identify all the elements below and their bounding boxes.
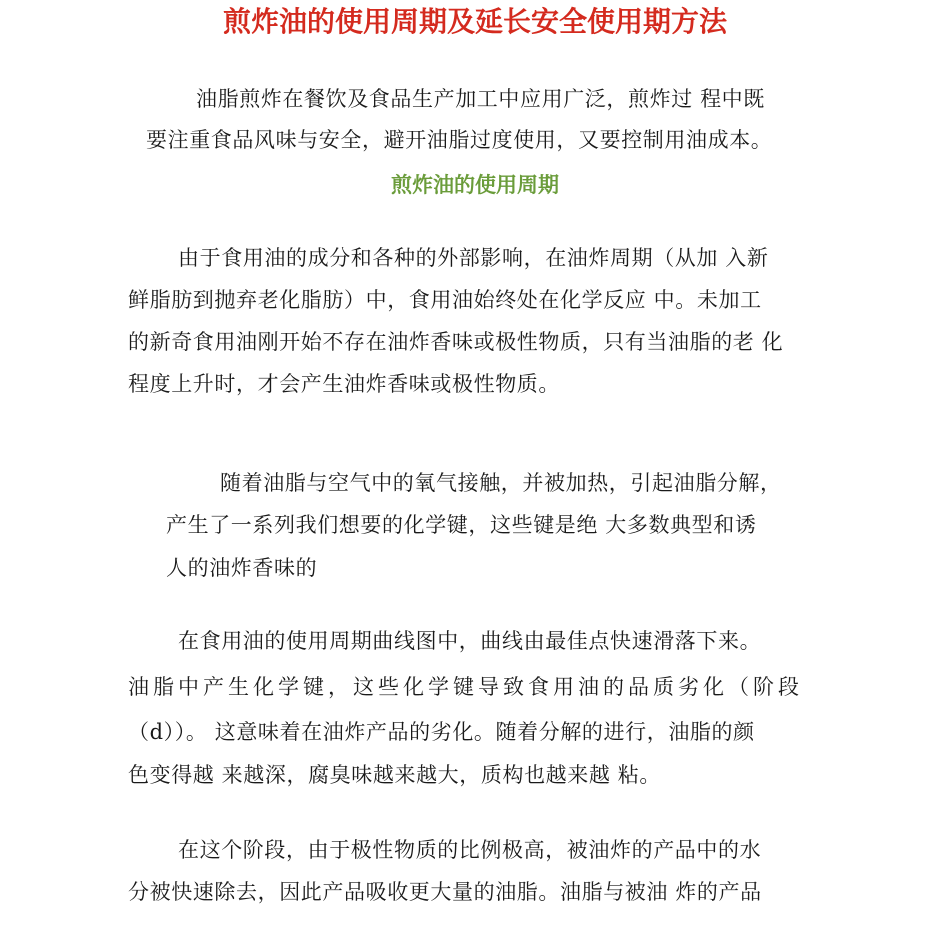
text-line: 程度上升时，才会产生油炸香味或极性物质。 (128, 372, 560, 396)
section-heading: 煎炸油的使用周期 (391, 172, 559, 197)
text-line: 人的油炸香味的 (166, 556, 318, 580)
document-title: 煎炸油的使用周期及延长安全使用期方法 (222, 5, 727, 38)
text-line: 由于食用油的成分和各种的外部影响，在油炸周期（从加 入新 (178, 246, 769, 270)
text-line: 油脂煎炸在餐饮及食品生产加工中应用广泛，煎炸过 程中既 (196, 87, 765, 111)
text-line: 鲜脂肪到抛弃老化脂肪）中，食用油始终处在化学反应 中。未加工 (128, 288, 762, 312)
text-line: 随着油脂与空气中的氧气接触，并被加热，引起油脂分解， (220, 471, 782, 495)
text-line: 油脂中产生化学键，这些化学键导致食用油的品质劣化（阶段 (128, 675, 803, 699)
text-line: 要注重食品风味与安全，避开油脂过度使用，又要控制用油成本。 (146, 128, 773, 152)
text-line: 分被快速除去，因此产品吸收更大量的油脂。油脂与被油 炸的产品 (128, 880, 762, 904)
text-line: （d））。 这意味着在油炸产品的劣化。随着分解的进行，油脂的颜 (128, 720, 755, 744)
text-line: 产生了一系列我们想要的化学键，这些键是绝 大多数典型和诱 (166, 513, 757, 537)
text-line: 在这个阶段，由于极性物质的比例极高，被油炸的产品中的水 (178, 838, 762, 862)
text-line: 色变得越 来越深，腐臭味越来越大，质构也越来越 粘。 (128, 763, 661, 787)
text-line: 的新奇食用油刚开始不存在油炸香味或极性物质，只有当油脂的老 化 (128, 330, 784, 354)
text-line: 在食用油的使用周期曲线图中，曲线由最佳点快速滑落下来。 (178, 629, 762, 653)
